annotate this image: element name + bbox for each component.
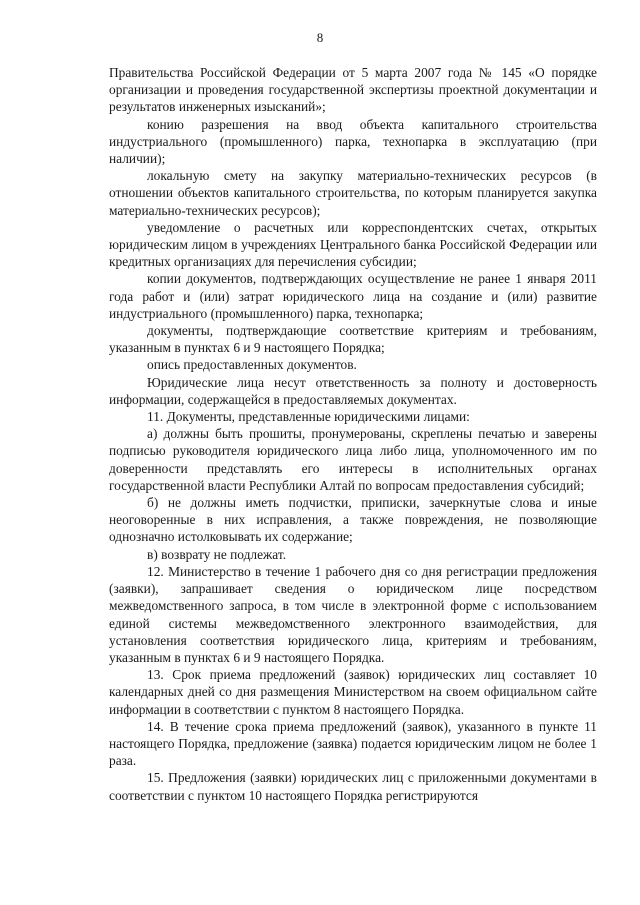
paragraph: а) должны быть прошиты, пронумерованы, скреплены печатью и заверены подписью руководителя юридического лица либо лица, уполномоченного им по доверенности представлять его интересы в исполнительных органах государственной власти Республики Алтай по вопросам предоставления субсидий; [109,426,597,493]
paragraph: 13. Срок приема предложений (заявок) юридических лиц составляет 10 календарных дней со дня размещения Министерством на своем официальном сайте информации в соответствии с пунктом 8 настоящего Порядка. [109,667,597,717]
paragraph: Правительства Российской Федерации от 5 марта 2007 года № 145 «О порядке организации и проведения государственной экспертизы проектной документации и результатов инженерных изысканий»; [109,65,597,115]
paragraph: уведомление о расчетных или корреспондентских счетах, открытых юридическим лицом в учреждениях Центрального банка Российской Федерации или кредитных организациях для перечисления субсидии; [109,219,597,270]
paragraph: в) возврату не подлежат. [147,546,287,562]
body-text [109,64,597,804]
paragraph: 12. Министерство в течение 1 рабочего дня со дня регистрации предложения (заявки), запрашивает сведения о юридическом лице посредством межведомственного запроса, в том числе в электронной форме с использованием единой системы межведомственного электронного взаимодействия, для установления соответствия юридического лица, критериям и требованиям, указанным в пунктах 6 и 9 настоящего Порядка. [109,563,597,665]
paragraph: 15. Предложения (заявки) юридических лиц с приложенными документами в соответствии с пунктом 10 настоящего Порядка регистрируются [109,770,597,803]
paragraph: конию разрешения на ввод объекта капитального строительства индустриального (промышленного) парка, технопарка в эксплуатацию (при наличии); [109,116,597,167]
paragraph: 14. В течение срока приема предложений (заявок), указанного в пункте 11 настоящего Порядка, предложение (заявка) подается юридическим лицом не более 1 раза. [109,718,597,769]
paragraph: локальную смету на закупку материально-технических ресурсов (в отношении объектов капитального строительства, по которым планируется закупка материально-технических ресурсов); [109,168,597,218]
paragraph: 11. Документы, представленные юридическими лицами: [147,409,470,425]
paragraph: б) не должны иметь подчистки, приписки, зачеркнутые слова и иные неоговоренные в них исправления, а также повреждения, не позволяющие однозначно истолковывать их содержание; [109,495,597,545]
paragraph: опись предоставленных документов. [147,357,357,373]
paragraph: копии документов, подтверждающих осуществление не ранее 1 января 2011 года работ и (или) затрат юридического лица на создание и (или) развитие индустриального (промышленного) парка, технопарка; [109,271,597,321]
page-number: 8 [316,30,324,45]
paragraph: Юридические лица несут ответственность за полноту и достоверность информации, содержащейся в предоставляемых документах. [109,374,597,407]
paragraph: документы, подтверждающие соответствие критериям и требованиям, указанным в пунктах 6 и 9 настоящего Порядка; [109,323,597,356]
